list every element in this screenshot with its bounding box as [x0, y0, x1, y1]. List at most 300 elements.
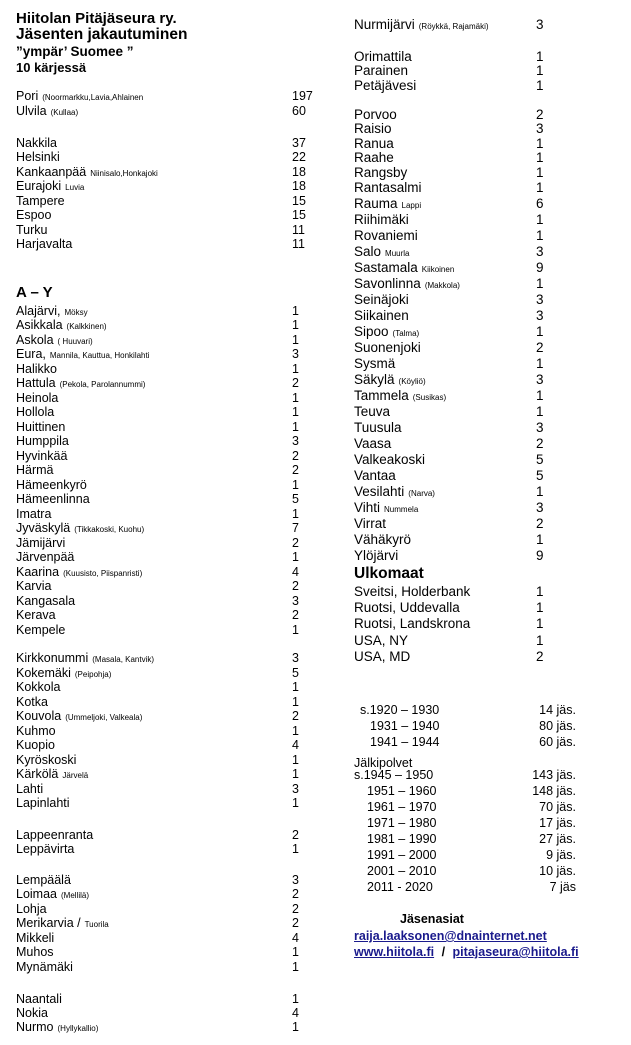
az-heading: A – Y: [16, 284, 53, 301]
place-name: Lahti: [16, 782, 44, 796]
member-count: 1: [536, 584, 544, 599]
member-count: 9: [536, 260, 544, 275]
member-count: 4: [292, 931, 299, 945]
year-range: 1981 – 1990: [367, 832, 437, 846]
place-name: Parainen: [354, 63, 409, 78]
place-name: Espoo: [16, 208, 52, 222]
municipality-row: [16, 738, 299, 754]
place-note: (Narva): [408, 489, 435, 498]
place-name: Eura,: [16, 347, 46, 361]
place-note: (Ummeljoki, Valkeala): [65, 713, 143, 722]
place-name: Rantasalmi: [354, 180, 422, 195]
place-name: Nurmo: [16, 1020, 54, 1034]
member-count: 1: [292, 695, 299, 709]
place-note: (Noormarkku,Lavia,Ahlainen: [42, 93, 144, 102]
member-count: 5: [292, 666, 299, 680]
municipality-row: [354, 78, 544, 95]
place-name: Humppila: [16, 434, 69, 448]
place-name: Kirkkonummi: [16, 651, 89, 665]
member-count: 1: [292, 550, 299, 564]
abroad-row: [354, 584, 544, 599]
municipality-row: [354, 484, 544, 501]
place-name: Kerava: [16, 608, 56, 622]
municipality-row: [16, 376, 299, 392]
abroad-heading: Ulkomaat: [354, 565, 424, 582]
place-name: Pori: [16, 89, 39, 103]
abroad-row: [354, 633, 544, 648]
place-name: Helsinki: [16, 150, 60, 164]
member-count: 1: [536, 324, 544, 339]
member-count: 37: [292, 136, 306, 150]
place-name: Vaasa: [354, 436, 392, 451]
municipality-row: [16, 796, 299, 812]
municipality-row: [354, 452, 544, 469]
place-name: Hattula: [16, 376, 56, 390]
member-count: 3: [536, 292, 544, 307]
member-count: 3: [292, 347, 299, 361]
place-name: Naantali: [16, 992, 62, 1006]
member-count: 1: [292, 478, 299, 492]
place-name: Vihti: [354, 500, 381, 515]
place-name: Orimattila: [354, 49, 412, 64]
place-name: Porvoo: [354, 107, 397, 122]
place-note: (Hyllykallio): [57, 1024, 99, 1033]
member-count: 1: [292, 405, 299, 419]
place-name: Imatra: [16, 507, 52, 521]
municipality-row: [16, 463, 299, 479]
year-range: 2001 – 2010: [367, 864, 437, 878]
place-name: Merikarvia /: [16, 916, 81, 930]
municipality-row: [16, 608, 299, 624]
member-count: 1: [536, 150, 544, 165]
place-name: USA, MD: [354, 649, 411, 664]
member-count: 3: [292, 651, 299, 665]
place-name: Lempäälä: [16, 873, 71, 887]
place-name: Askola: [16, 333, 54, 347]
member-count: 1: [292, 333, 299, 347]
top10-item: [16, 179, 306, 195]
member-count: 11: [292, 223, 305, 237]
place-note: Lappi: [401, 201, 422, 210]
place-name: Kyröskoski: [16, 753, 77, 767]
place-name: Eurajoki: [16, 179, 62, 193]
year-range: s.1945 – 1950: [354, 768, 434, 782]
member-count: 1: [536, 165, 544, 180]
member-count: 1: [292, 796, 299, 810]
member-count: 2: [536, 516, 544, 531]
place-note: (Tikkakoski, Kuohu): [74, 525, 145, 534]
municipality-row: [354, 468, 544, 485]
member-count: 1: [292, 945, 299, 959]
member-count: 1: [292, 753, 299, 767]
member-count: 1: [536, 78, 544, 93]
member-count: 1: [292, 304, 299, 318]
member-count: 4: [292, 1006, 299, 1020]
member-count: 3: [292, 594, 299, 608]
place-note: (Susikas): [412, 393, 447, 402]
place-name: Jyväskylä: [16, 521, 71, 535]
place-note: (Kuusisto, Piispanristi): [63, 569, 143, 578]
member-count: 1: [292, 391, 299, 405]
municipality-row: [16, 347, 299, 363]
place-name: Mynämäki: [16, 960, 73, 974]
place-name: Valkeakoski: [354, 452, 426, 467]
place-name: Sastamala: [354, 260, 418, 275]
year-count: 143 jäs.: [532, 768, 576, 782]
member-count: 1: [536, 212, 544, 227]
place-name: Halikko: [16, 362, 57, 376]
place-name: Kokkola: [16, 680, 61, 694]
member-count: 4: [292, 565, 299, 579]
municipality-row: [16, 434, 299, 450]
member-count: 1: [292, 992, 299, 1006]
place-name: Hämeenkyrö: [16, 478, 87, 492]
member-count: 1: [536, 388, 544, 403]
member-count: 3: [536, 500, 544, 515]
municipality-row: [354, 516, 544, 533]
place-name: Tammela: [354, 388, 409, 403]
place-note: Tuorila: [84, 920, 109, 929]
municipality-row: [354, 308, 544, 325]
member-count: 1: [536, 616, 544, 631]
place-note: Muurla: [385, 249, 410, 258]
place-note: (Peipohja): [74, 670, 112, 679]
place-name: Järvenpää: [16, 550, 75, 564]
place-name: Karvia: [16, 579, 52, 593]
place-name: Asikkala: [16, 318, 63, 332]
member-count: 2: [292, 709, 299, 723]
year-count: 70 jäs.: [539, 800, 576, 814]
place-name: Huittinen: [16, 420, 66, 434]
place-name: Virrat: [354, 516, 387, 531]
place-name: Hollola: [16, 405, 55, 419]
member-count: 1: [292, 767, 299, 781]
year-range: 1941 – 1944: [370, 735, 440, 749]
place-name: Ruotsi, Landskrona: [354, 616, 471, 631]
place-name: Nokia: [16, 1006, 48, 1020]
municipality-row: [16, 405, 299, 421]
municipality-row: [16, 651, 299, 667]
place-name: Tuusula: [354, 420, 402, 435]
place-name: Seinäjoki: [354, 292, 409, 307]
member-count: 1: [292, 318, 299, 332]
municipality-row: [16, 767, 299, 783]
member-count: 1: [536, 356, 544, 371]
place-name: Heinola: [16, 391, 59, 405]
place-name: Hyvinkää: [16, 449, 68, 463]
municipality-row: [354, 340, 544, 357]
municipality-row: [354, 324, 544, 341]
doc-title-line1: Hiitolan Pitäjäseura ry.: [16, 10, 177, 27]
place-note: Luvia: [65, 183, 85, 192]
member-count: 197: [292, 89, 313, 103]
municipality-row: [16, 579, 299, 595]
member-count: 4: [292, 738, 299, 752]
municipality-row: [16, 945, 299, 961]
place-note: (Mellilä): [61, 891, 89, 900]
member-count: 1: [536, 180, 544, 195]
member-count: 2: [536, 107, 544, 122]
place-name: Kouvola: [16, 709, 62, 723]
member-count: 1: [292, 362, 299, 376]
member-count: 18: [292, 165, 306, 179]
place-name: Raahe: [354, 150, 394, 165]
place-name: Vähäkyrö: [354, 532, 412, 547]
year-count: 80 jäs.: [539, 719, 576, 733]
year-count: 27 jäs.: [539, 832, 576, 846]
place-note: (Röykkä, Rajamäki): [418, 22, 489, 31]
member-count: 9: [536, 548, 544, 563]
year-range: 1971 – 1980: [367, 816, 437, 830]
member-count: 1: [292, 623, 299, 637]
municipality-row: [354, 532, 544, 549]
website-link[interactable]: www.hiitola.fi: [354, 945, 435, 959]
municipality-row: [354, 260, 544, 277]
place-name: Kuopio: [16, 738, 55, 752]
year-count: 148 jäs.: [532, 784, 576, 798]
place-note: Niinisalo,Honkajoki: [90, 169, 158, 178]
member-count: 2: [292, 579, 299, 593]
year-range: 1931 – 1940: [370, 719, 440, 733]
municipality-row: [16, 709, 299, 725]
top10-item: [16, 208, 306, 224]
place-name: Kangasala: [16, 594, 76, 608]
municipality-row: [16, 318, 299, 334]
municipality-row: [16, 842, 299, 858]
member-count: 1: [536, 136, 544, 151]
member-count: 1: [292, 1020, 299, 1034]
place-name: Salo: [354, 244, 382, 259]
member-count: 3: [536, 121, 544, 136]
member-count: 3: [536, 372, 544, 387]
member-count: 6: [536, 196, 544, 211]
municipality-row: [354, 372, 544, 389]
place-name: Härmä: [16, 463, 54, 477]
place-note: Nummela: [384, 505, 419, 514]
year-count: 60 jäs.: [539, 735, 576, 749]
place-name: Siikainen: [354, 308, 409, 323]
place-name: Lapinlahti: [16, 796, 70, 810]
member-count: 1: [536, 49, 544, 64]
place-name: Nurmijärvi: [354, 17, 415, 32]
member-count: 1: [536, 228, 544, 243]
municipality-row: [354, 404, 544, 421]
place-name: Kotka: [16, 695, 48, 709]
member-count: 3: [536, 308, 544, 323]
place-note: Järvelä: [62, 771, 89, 780]
top10-item: [16, 237, 305, 253]
place-name: Alajärvi,: [16, 304, 61, 318]
place-note: (Pekola, Parolannummi): [59, 380, 146, 389]
member-count: 1: [536, 532, 544, 547]
abroad-row: [354, 649, 544, 664]
member-count: 1: [292, 724, 299, 738]
member-count: 5: [292, 492, 299, 506]
member-count: 7: [292, 521, 299, 535]
member-count: 5: [536, 452, 544, 467]
top10-item: [16, 150, 306, 166]
member-count: 2: [536, 436, 544, 451]
place-name: Nakkila: [16, 136, 57, 150]
place-name: Leppävirta: [16, 842, 75, 856]
place-name: Turku: [16, 223, 48, 237]
member-count: 2: [292, 887, 299, 901]
place-name: Petäjävesi: [354, 78, 417, 93]
place-name: Riihimäki: [354, 212, 409, 227]
place-name: Rangsby: [354, 165, 408, 180]
municipality-row: [354, 180, 544, 197]
place-name: Sveitsi, Holderbank: [354, 584, 471, 599]
member-count: 15: [292, 208, 306, 222]
member-count: 1: [536, 600, 544, 615]
place-note: (Kalkkinen): [66, 322, 107, 331]
municipality-row: [354, 356, 544, 373]
place-name: Loimaa: [16, 887, 57, 901]
place-name: Raisio: [354, 121, 392, 136]
place-name: Ulvila: [16, 104, 47, 118]
place-note: (Kullaa): [50, 108, 79, 117]
place-name: Ylöjärvi: [354, 548, 399, 563]
place-name: Kärkölä: [16, 767, 59, 781]
place-name: Mikkeli: [16, 931, 55, 945]
descendants-heading: Jälkipolvet: [354, 756, 413, 770]
abroad-row: [354, 616, 544, 631]
place-name: Harjavalta: [16, 237, 73, 251]
year-range: 1951 – 1960: [367, 784, 437, 798]
municipality-row: [16, 521, 299, 537]
place-name: Sipoo: [354, 324, 389, 339]
place-name: Ruotsi, Uddevalla: [354, 600, 460, 615]
year-range: 1991 – 2000: [367, 848, 437, 862]
place-name: Sysmä: [354, 356, 396, 371]
municipality-row: [16, 916, 299, 932]
municipality-row: [354, 500, 544, 517]
place-note: ( Huuvari): [57, 337, 93, 346]
municipality-row: [354, 212, 544, 229]
member-count: 3: [536, 17, 544, 32]
member-count: 3: [292, 434, 299, 448]
place-name: Savonlinna: [354, 276, 421, 291]
year-range: 2011 - 2020: [367, 880, 433, 894]
member-count: 2: [292, 449, 299, 463]
municipality-row: [16, 1020, 299, 1036]
place-name: USA, NY: [354, 633, 409, 648]
municipality-row: [354, 196, 544, 213]
municipality-row: [354, 548, 544, 565]
municipality-row: [354, 420, 544, 437]
link-separator: /: [441, 945, 446, 959]
member-count: 1: [292, 680, 299, 694]
member-count: 1: [292, 420, 299, 434]
member-count: 2: [292, 828, 299, 842]
municipality-row: [354, 436, 544, 453]
year-range: 1961 – 1970: [367, 800, 437, 814]
place-name: Vesilahti: [354, 484, 405, 499]
member-count: 1: [536, 484, 544, 499]
place-name: Suonenjoki: [354, 340, 421, 355]
municipality-row: [354, 228, 544, 245]
year-count: 14 jäs.: [539, 703, 576, 717]
place-note: Mannila, Kauttua, Honkilahti: [49, 351, 150, 360]
place-name: Lappeenranta: [16, 828, 94, 842]
year-range: s.1920 – 1930: [360, 703, 440, 717]
member-count: 2: [536, 340, 544, 355]
place-name: Teuva: [354, 404, 391, 419]
member-count: 60: [292, 104, 306, 118]
member-count: 2: [292, 902, 299, 916]
member-count: 1: [536, 404, 544, 419]
place-name: Jämijärvi: [16, 536, 66, 550]
member-count: 11: [292, 237, 305, 251]
member-count: 2: [292, 608, 299, 622]
place-name: Vantaa: [354, 468, 396, 483]
member-count: 1: [292, 842, 299, 856]
top10-item: [16, 104, 306, 120]
place-name: Ranua: [354, 136, 394, 151]
place-note: (Makkola): [424, 281, 460, 290]
member-count: 1: [292, 507, 299, 521]
place-name: Kokemäki: [16, 666, 71, 680]
municipality-row: [354, 17, 544, 34]
member-count: 3: [536, 244, 544, 259]
top10-item: [16, 89, 313, 105]
place-name: Kempele: [16, 623, 66, 637]
municipality-row: [16, 623, 299, 639]
municipality-row: [354, 388, 544, 405]
year-count: 10 jäs.: [539, 864, 576, 878]
year-count: 17 jäs.: [539, 816, 576, 830]
place-name: Rovaniemi: [354, 228, 418, 243]
member-count: 5: [536, 468, 544, 483]
municipality-row: [16, 960, 299, 976]
member-count: 18: [292, 179, 306, 193]
place-note: (Masala, Kantvik): [92, 655, 155, 664]
place-name: Hämeenlinna: [16, 492, 90, 506]
place-note: Kiikoinen: [421, 265, 455, 274]
member-count: 1: [536, 63, 544, 78]
municipality-row: [16, 887, 299, 903]
abroad-row: [354, 600, 544, 615]
municipality-row: [354, 292, 544, 309]
member-count: 3: [536, 420, 544, 435]
municipality-row: [16, 680, 299, 696]
municipality-row: [354, 276, 544, 293]
year-count: 9 jäs.: [546, 848, 576, 862]
member-count: 22: [292, 150, 306, 164]
municipality-row: [354, 244, 544, 261]
member-count: 1: [536, 276, 544, 291]
municipality-row: [16, 492, 299, 508]
municipality-row: [16, 550, 299, 566]
place-note: Möksy: [64, 308, 88, 317]
member-count: 2: [292, 916, 299, 930]
place-name: Muhos: [16, 945, 54, 959]
place-name: Lohja: [16, 902, 47, 916]
place-name: Kaarina: [16, 565, 60, 579]
email-link-society[interactable]: pitajaseura@hiitola.fi: [452, 945, 579, 959]
doc-subtitle: ”ympär’ Suomee ”: [16, 44, 134, 59]
member-count: 2: [536, 649, 544, 664]
member-count: 15: [292, 194, 306, 208]
place-name: Säkylä: [354, 372, 395, 387]
place-note: (Köyliö): [398, 377, 426, 386]
member-count: 1: [536, 633, 544, 648]
doc-title-line2: Jäsenten jakautuminen: [16, 26, 188, 43]
member-count: 3: [292, 782, 299, 796]
place-name: Rauma: [354, 196, 398, 211]
email-link-primary[interactable]: raija.laaksonen@dnainternet.net: [354, 929, 547, 943]
place-note: (Talma): [392, 329, 420, 338]
